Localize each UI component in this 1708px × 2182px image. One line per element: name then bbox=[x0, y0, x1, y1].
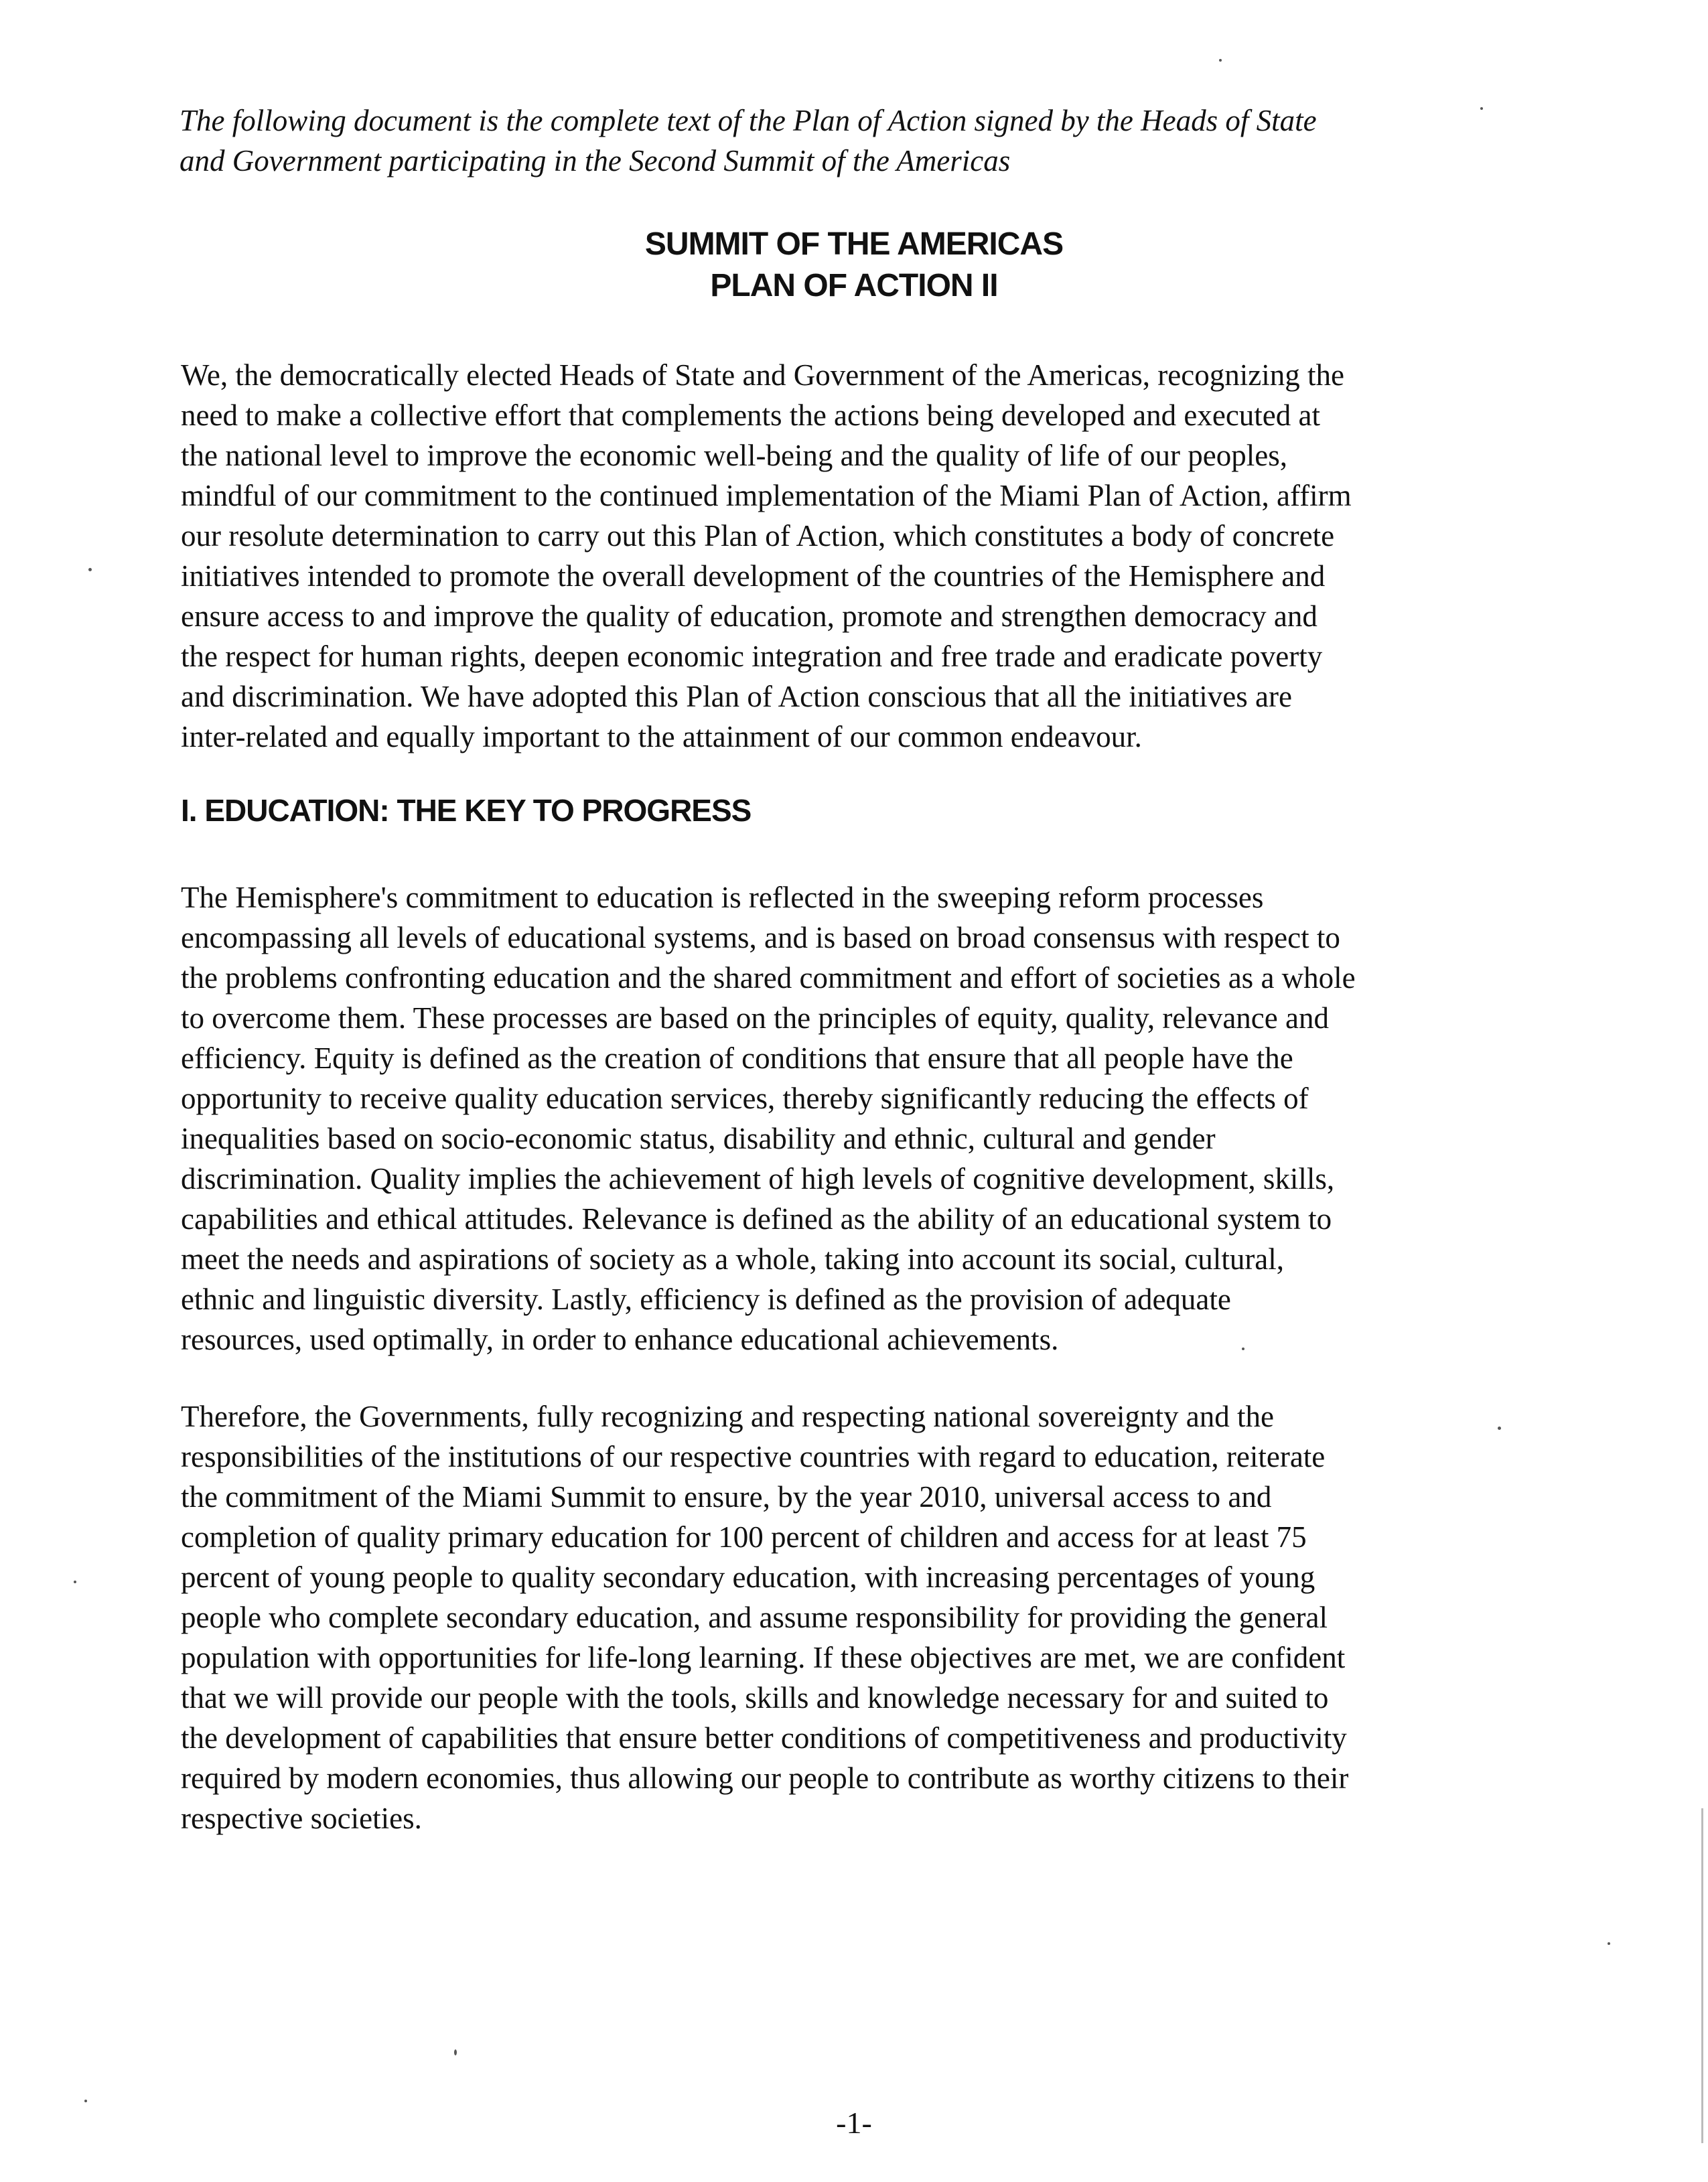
scan-speck bbox=[1701, 1808, 1703, 2143]
education-p2-line: responsibilities of the institutions of our respective countries with regard to education, reiterate bbox=[181, 1440, 1326, 1473]
education-p2-line: respective societies. bbox=[181, 1802, 422, 1835]
scan-speck bbox=[1498, 1427, 1501, 1430]
preamble-line: and discrimination. We have adopted this Plan of Action conscious that all the initiatives are bbox=[181, 680, 1292, 713]
education-p1-line: encompassing all levels of educational systems, and is based on broad consensus with respect to bbox=[181, 921, 1340, 954]
education-p1-line: opportunity to receive quality education services, thereby significantly reducing the effects of bbox=[181, 1082, 1309, 1115]
scan-speck bbox=[1480, 107, 1483, 110]
title-line-2: PLAN OF ACTION II bbox=[710, 268, 998, 303]
education-p1-line: meet the needs and aspirations of society as a whole, taking into account its social, cultural, bbox=[181, 1242, 1285, 1276]
intro-note bbox=[180, 100, 1519, 181]
preamble-line: our resolute determination to carry out this Plan of Action, which constitutes a body of concrete bbox=[181, 519, 1335, 553]
intro-line: and Government participating in the Second Summit of the Americas bbox=[180, 144, 1011, 177]
education-p1-line: capabilities and ethical attitudes. Relevance is defined as the ability of an educational system to bbox=[181, 1202, 1332, 1236]
education-p2-line: that we will provide our people with the tools, skills and knowledge necessary for and suited to bbox=[181, 1681, 1329, 1715]
preamble-line: ensure access to and improve the quality of education, promote and strengthen democracy and bbox=[181, 599, 1318, 633]
education-p2-line: required by modern economies, thus allowing our people to contribute as worthy citizens to their bbox=[181, 1761, 1349, 1795]
scan-speck bbox=[88, 568, 92, 571]
education-p1-line: The Hemisphere's commitment to education is reflected in the sweeping reform processes bbox=[181, 881, 1264, 914]
preamble-line: initiatives intended to promote the overall development of the countries of the Hemisphere and bbox=[181, 559, 1326, 593]
education-p2-line: Therefore, the Governments, fully recognizing and respecting national sovereignty and the bbox=[181, 1400, 1274, 1433]
document-title bbox=[0, 224, 1708, 307]
scan-speck bbox=[1608, 1942, 1610, 1945]
education-p2-line: the commitment of the Miami Summit to ensure, by the year 2010, universal access to and bbox=[181, 1480, 1272, 1514]
education-p1-line: discrimination. Quality implies the achievement of high levels of cognitive development, skills, bbox=[181, 1162, 1335, 1195]
scan-speck bbox=[84, 2100, 87, 2102]
education-p1-line: ethnic and linguistic diversity. Lastly, efficiency is defined as the provision of adequate bbox=[181, 1283, 1231, 1316]
education-paragraph-2 bbox=[181, 1396, 1527, 1838]
scan-speck bbox=[1219, 59, 1222, 62]
education-p2-line: the development of capabilities that ensure better conditions of competitiveness and productivity bbox=[181, 1721, 1347, 1755]
education-paragraph-1 bbox=[181, 877, 1527, 1360]
section-heading: I. EDUCATION: THE KEY TO PROGRESS bbox=[181, 793, 752, 828]
preamble-line: mindful of our commitment to the continued implementation of the Miami Plan of Action, affirm bbox=[181, 479, 1352, 512]
preamble-line: need to make a collective effort that complements the actions being developed and executed at bbox=[181, 398, 1320, 432]
education-p2-line: percent of young people to quality secondary education, with increasing percentages of young bbox=[181, 1560, 1315, 1594]
education-p2-line: population with opportunities for life-long learning. If these objectives are met, we are confident bbox=[181, 1641, 1346, 1674]
education-p1-line: efficiency. Equity is defined as the creation of conditions that ensure that all people have the bbox=[181, 1041, 1293, 1075]
preamble-line: We, the democratically elected Heads of State and Government of the Americas, recognizing the bbox=[181, 358, 1344, 392]
education-p1-line: resources, used optimally, in order to enhance educational achievements. bbox=[181, 1323, 1059, 1356]
scan-speck bbox=[454, 2049, 457, 2055]
education-p2-line: completion of quality primary education for 100 percent of children and access for at least 75 bbox=[181, 1520, 1307, 1554]
page-number: -1- bbox=[836, 2106, 872, 2140]
preamble-line: the respect for human rights, deepen economic integration and free trade and eradicate poverty bbox=[181, 640, 1323, 673]
education-p1-line: the problems confronting education and the shared commitment and effort of societies as a whole bbox=[181, 961, 1356, 995]
title-line-1: SUMMIT OF THE AMERICAS bbox=[644, 226, 1064, 262]
scan-speck bbox=[74, 1581, 76, 1583]
education-p1-line: to overcome them. These processes are based on the principles of equity, quality, relevance and bbox=[181, 1001, 1329, 1035]
education-p2-line: people who complete secondary education, and assume responsibility for providing the general bbox=[181, 1601, 1328, 1634]
preamble-paragraph bbox=[181, 355, 1527, 757]
preamble-line: inter-related and equally important to the attainment of our common endeavour. bbox=[181, 720, 1142, 753]
intro-line: The following document is the complete text of the Plan of Action signed by the Heads of State bbox=[180, 104, 1317, 137]
scan-speck bbox=[1242, 1348, 1244, 1350]
education-p1-line: inequalities based on socio-economic status, disability and ethnic, cultural and gender bbox=[181, 1122, 1216, 1155]
preamble-line: the national level to improve the economic well-being and the quality of life of our peoples, bbox=[181, 439, 1287, 472]
